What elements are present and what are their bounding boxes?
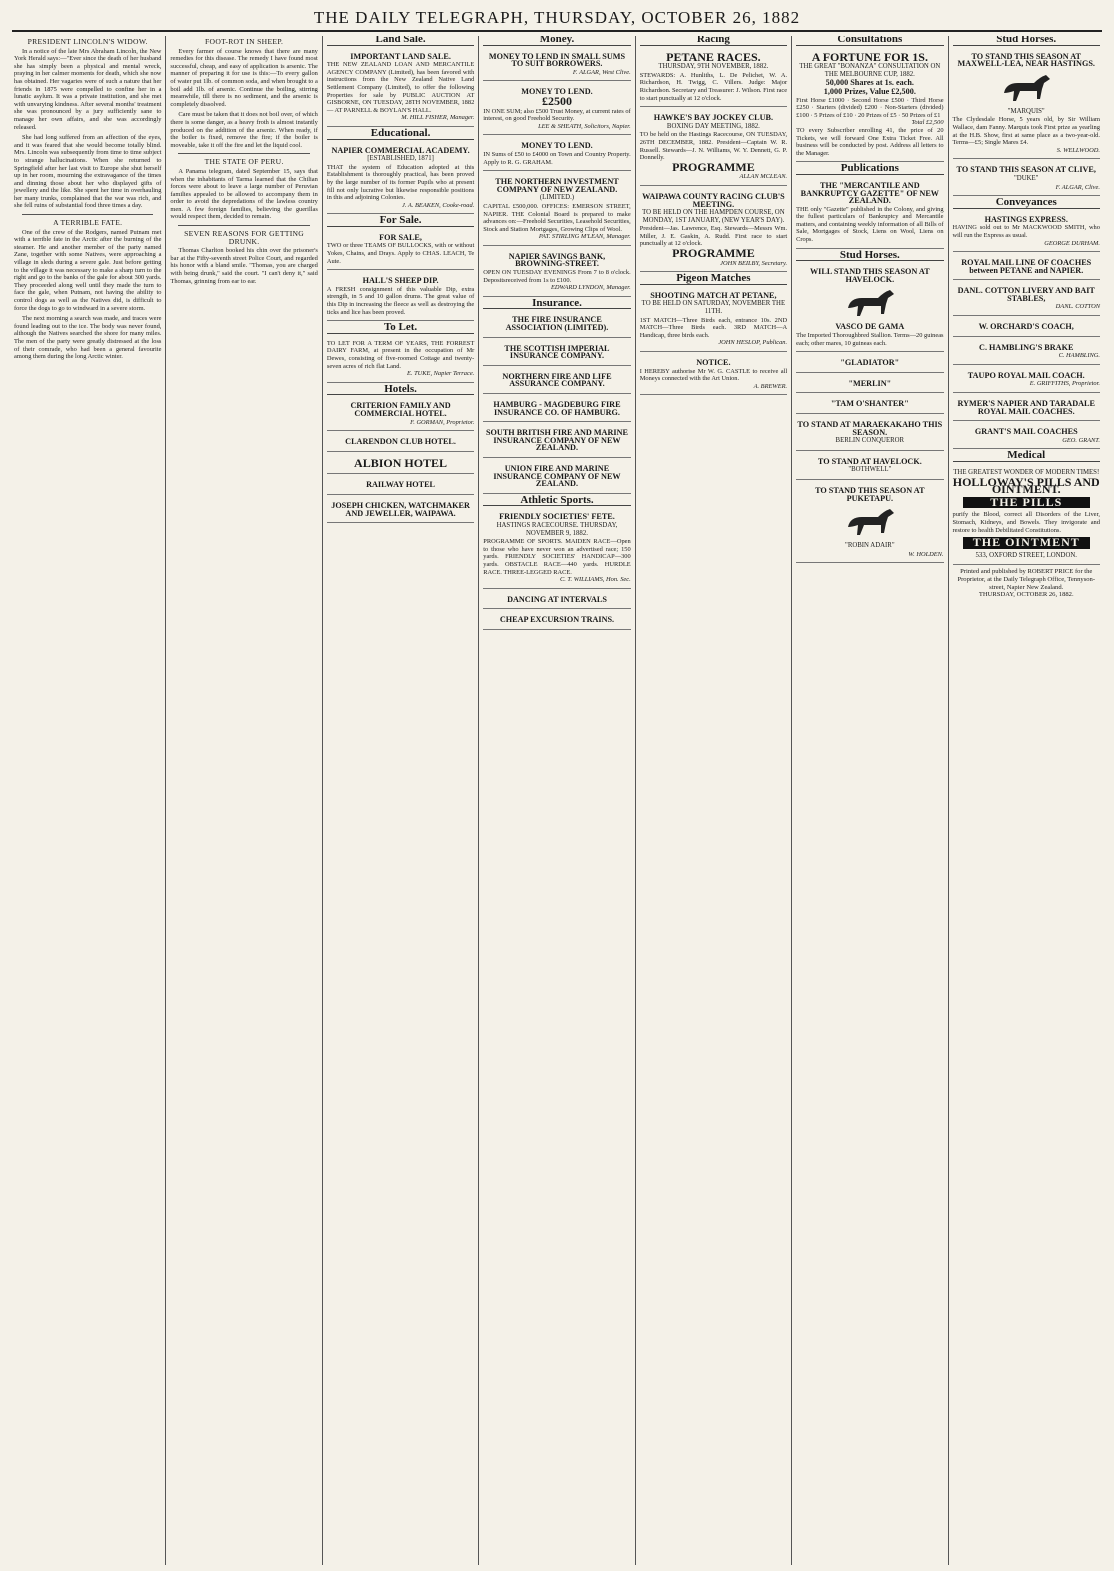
article-title-foot-rot: FOOT-ROT IN SHEEP. [205,37,284,46]
horse-illustration-icon [996,71,1056,105]
advert-title: THE "MERCANTILE AND BANKRUPTCY GAZETTE" OF NEW ZEALAND. [800,180,939,206]
advert-signature: PAT. STIRLING M'LEAN, Manager. [538,233,631,241]
advert-title: UNION FIRE AND MARINE INSURANCE COMPANY OF NEW ZEALAND. [493,463,621,489]
advert [953,424,1100,449]
advert-title: NAPIER SAVINGS BANK, BROWNING-STREET. [508,251,606,269]
advert [483,425,630,458]
advert-body: OPEN ON TUESDAY EVENINGS From 7 to 8 o'clock. Depositsreceived from 1s to £100. [483,269,631,284]
advert-signature: C. T. WILLIAMS, Hon. Sec. [559,576,631,584]
advert-title: TO STAND THIS SEASON AT MAXWELL-LEA, NEAR HASTINGS. [957,51,1095,69]
horse-name: "ROBIN ADAIR" [845,542,895,550]
advert [483,612,630,630]
advert-title: NOTICE. [696,358,731,367]
advert-title: FRIENDLY SOCIETIES' FETE. [499,512,615,522]
paragraph: Thomas Charlton booked his chin over the prisoner's bar at the Fifty-seventh street Police Court, and regarded his honor with a bland smile. "Thomas, you are charged with being drunk," said the court. "I can't deny it," said Thomas, grinning from ear to ear. [170,247,318,285]
advert [327,337,474,383]
advert-title: WAIPAWA COUNTY RACING CLUB'S MEETING. [642,191,785,209]
article-title-seven-reasons: SEVEN REASONS FOR GETTING DRUNK. [184,229,305,246]
pills-banner: THE PILLS [963,497,1090,509]
advert [796,178,943,249]
column-5 [636,36,792,1565]
advert-title: TO STAND THIS SEASON AT CLIVE, [956,165,1096,175]
advert [640,49,787,108]
advert-title: W. ORCHARD'S COACH, [978,322,1074,332]
advert-signature: S. WELLWOOD. [1056,146,1100,154]
article-lincoln [14,48,161,210]
article-seven-reasons [170,247,317,285]
advert [483,49,630,82]
advert [327,477,474,495]
advert [327,434,474,452]
advert-subtitle: TO BE HELD ON SATURDAY, NOVEMBER THE 11TH. [641,300,786,316]
advert-signature: J. A. BEAKEN, Cooke-road. [402,201,475,209]
advert-body: TO every Subscriber enrolling 41, the price of 20 Tickets, we will forward One Extra Ticket Free. All business will be conducted by post. Address all letters to the Manager. [796,126,944,157]
horse-name: VASCO DE GAMA [835,322,905,332]
advert [483,138,630,171]
advert-signature: F. GORMAN, Proprietor. [410,418,475,426]
paragraph: Every farmer of course knows that there are many remedies for this disease. The remedy I have found most successful, cheap, and easy of application is arsenic. The manner of preparing it for use is this:—To every gallon of water put 1lb. of common soda, and when brought to a boil add 1lb. of arsenic. Continue the boiling, stirring meanwhile, till there is no sediment, and the arsenic is completely dissolved. [170,47,318,108]
advert-title: MONEY TO LEND. [521,141,593,151]
section-heading: For Sale. [327,217,474,227]
article-title-lincoln: PRESIDENT LINCOLN'S WIDOW. [27,37,148,46]
advert [953,162,1100,196]
advert-body: IN ONE SUM; also £500 Trust Money, at current rates of interest, on good Freehold Security. [483,107,631,123]
section-heading: Stud Horses. [796,252,943,262]
advert-signature: ALLAN MCLEAN. [739,173,788,181]
advert [483,397,630,422]
advert-body: The Imported Thoroughbred Stallion. Terms—20 guineas each; other mares, 10 guineas each. [796,332,944,347]
paragraph: The next morning a search was made, and traces were found leading out to the ice. The body was never found, although the Natives searched the shore for many miles. The men of the party were greatly distressed at the loss of their comrade, who had been a general favourite among them during the long Arctic winter. [14,315,162,361]
section-heading: Hotels. [327,386,474,396]
advert [483,369,630,394]
advert [953,255,1100,280]
advert-title: SHOOTING MATCH AT PETANE, [650,290,777,300]
advert-title: RAILWAY HOTEL [366,480,436,490]
advert-prizes: 1,000 Prizes, Value £2,500. [823,86,916,96]
advert-body: TO LET FOR A TERM OF YEARS, THE FORREST DAIRY FARM, at present in the occupation of Mr Dewes, consisting of five-roomed Cottage and twenty-seven acres of rich flat Land. [326,339,475,370]
advert-title: "MERLIN" [848,378,892,388]
advert [327,230,474,270]
article-peru [170,168,317,221]
advert-body: PROGRAMME OF SPORTS. MAIDEN RACE—Open to those who have never won an advertised race; 150 yards. FRIENDLY SOCIETIES' HANDICAP—300 yards. OBSTACLE RACE—440 yards. HURDLE RACE. THREE-LEGGED RACE. [483,538,631,576]
advert-title: C. HAMBLING'S BRAKE [979,342,1074,352]
advert [640,110,787,186]
advert [640,189,787,272]
advert-subtitle: BOXING DAY MEETING, 1882. [666,122,760,130]
advert [953,396,1100,421]
advert-signature: EDWARD LYNDON, Manager. [551,284,631,292]
advert [483,312,630,337]
prize-total: Total £2,500 [911,119,944,127]
advert [953,212,1100,252]
advert-title: CRITERION FAMILY AND COMMERCIAL HOTEL. [350,401,451,418]
advert [796,454,943,480]
advert-title: IMPORTANT LAND SALE. [350,51,451,61]
advert [327,455,474,475]
advert [796,355,943,373]
horse-name: BERLIN CONQUEROR [835,437,905,445]
advert-signature: M. HILL FISHER, Manager. [401,114,475,122]
paragraph: In a notice of the late Mrs Abraham Lincoln, the New York Herald says:—"Ever since the death of her husband she has simply been a physical and mental wreck, praying in her calmer moments for death, which she now has obtained. Her vagaries were of such a nature that her friends in 1875 were compelled to confine her in a lunatic asylum. It was a private institution, and she met with unvarying kindness. After several months' treatment she was pronounced by a jury sufficiently sane to manage her own affairs, and she was accordingly released. [14,47,162,131]
advert-title: GRANT'S MAIL COACHES [974,427,1078,437]
advert-title: CHEAP EXCURSION TRAINS. [499,615,615,625]
imprint: Printed and published by ROBERT PRICE for the Proprietor, at the Daily Telegraph Office, Tennyson-street, Napier New Zealand. [957,568,1096,591]
advert-title: TO STAND AT MARAEKAKAHO THIS SEASON. [797,420,943,437]
advert-body: THE NEW ZEALAND LOAN AND MERCANTILE AGENCY COMPANY (Limited), has been favored with instructions from the New Zealand Native Land Settlement Company (Limited), to offer the following Properties for sale by PUBLIC AUCTION AT GISBORNE, ON TUESDAY, 28TH NOVEMBER, 1882— AT PARNELL & BOYLAN'S HALL. [326,61,475,114]
advert-title: ALBION HOTEL [354,455,448,470]
advert-title: "GLADIATOR" [840,358,900,368]
advert [483,249,630,297]
advert-title: HASTINGS EXPRESS. [984,214,1068,224]
advert [953,49,1100,160]
horse-illustration-icon [840,505,900,539]
advert [640,355,787,395]
advert [327,398,474,431]
advert [796,49,943,163]
advert-title: TO STAND THIS SEASON AT PUKETAPU. [815,485,925,503]
advert-signature: JOHN HESLOP, Publican. [718,339,788,347]
advert-subtitle: [ESTABLISHED, 1871] [367,155,434,163]
advert-signature: DANL. COTTON [1055,303,1100,311]
advert [640,288,787,352]
advert [953,368,1100,393]
column-7 [949,36,1104,1565]
divider [178,153,309,154]
masthead: THE DAILY TELEGRAPH, THURSDAY, OCTOBER 26, 1882 [12,8,1102,32]
imprint-date: THURSDAY, OCTOBER 26, 1882. [978,591,1074,599]
article-foot-rot [170,48,317,150]
advert [953,283,1100,316]
advert-title: HAMBURG - MAGDEBURG FIRE INSURANCE CO. OF HAMBURG. [493,400,621,417]
horse-name: "DUKE" [1014,174,1039,182]
advert [953,340,1100,365]
advert-signature: C. HAMBLING. [1058,352,1100,360]
advert-title: THE SCOTTISH IMPERIAL INSURANCE COMPANY. [504,343,610,361]
column-3 [323,36,479,1565]
advert-subtitle: THE GREATEST WONDER OF MODERN TIMES! [953,469,1100,476]
advert [796,483,943,563]
column-6 [792,36,948,1565]
advert-subtitle: (LIMITED.) [539,194,575,202]
advert-title: MONEY TO LEND IN SMALL SUMS TO SUIT BORROWERS. [488,51,626,69]
advert [953,465,1100,565]
article-title-peru: THE STATE OF PERU. [204,157,284,167]
prize-list: First Horse £1000 · Second Horse £500 · Third Horse £250 · Starters (divided) £200 · Non-Starters (divided) £100 · 5 Prizes of £10 · 20 Prizes of £5 · 50 Prizes of £1 [796,96,944,119]
column-2 [166,36,322,1565]
paragraph: One of the crew of the Rodgers, named Putnam met with a terrible fate in the Arctic after the burning of the steamer. He and another member of the party named Zane, together with some Natives, were approaching a village in sleds during a severe gale. Just before getting to the village it was necessary to make a sharp turn to the right and go to the banks of the gale for about 300 yards. They proceeded along well until they made the turn to face the gale, when Putnam, not having the ability to control dogs as well as the Natives did, is difficult to force the dogs to go to windward in a severe storm. [14,228,162,312]
advert-title: THE NORTHERN INVESTMENT COMPANY OF NEW ZEALAND. [495,177,619,194]
advert-title: DANL. COTTON LIVERY AND BAIT STABLES, [957,286,1095,303]
advert-signature: A. BREWER. [753,382,788,390]
section-heading: Stud Horses. [953,36,1100,46]
section-heading: Consultations [796,36,943,46]
advert-title: NAPIER COMMERCIAL ACADEMY. [331,145,470,155]
advert-subtitle: HASTINGS RACECOURSE. THURSDAY, NOVEMBER 9, 1882. [496,521,618,537]
advert-signature: F. ALGAR, Clive. [1055,183,1100,191]
advert-body: The Clydesdale Horse, 5 years old, by Sir William Wallace, dam Fanny. Marquis took First prize as yearling at the H.B. Show, first at same place as a two-year-old. Terms—£5; Single Mares £4. [952,116,1100,147]
section-heading: Insurance. [483,300,630,310]
divider [22,214,153,215]
advert-body: TWO or three TEAMS OF BULLOCKS, with or without Yokes, Chains, and Drays. Apply to CHAS. LEACH, Te Aute. [326,242,475,265]
advert-title: WILL STAND THIS SEASON AT HAVELOCK. [809,267,930,284]
advert-title: NORTHERN FIRE AND LIFE ASSURANCE COMPANY. [502,371,612,389]
advert-title: HAWKE'S BAY JOCKEY CLUB. [653,113,773,123]
advert-body: THAT the system of Education adopted at this Establishment is thoroughly practical, has been proved by the large number of its former Pupils who at present fill not only lucrative but likewise responsible positions in this and adjoining Colonies. [326,163,475,202]
advert-title: SOUTH BRITISH FIRE AND MARINE INSURANCE COMPANY OF NEW ZEALAND. [486,428,628,453]
advert-body: IN Sums of £50 to £4000 on Town and Country Property. Apply to R. G. GRAHAM. [483,150,631,166]
advert [483,461,630,494]
section-heading: Pigeon Matches [640,275,787,285]
advert-title: THE FIRE INSURANCE ASSOCIATION (LIMITED). [505,315,609,333]
advert-body: A FRESH consignment of this valuable Dip, extra strength, in 5 and 10 gallon drums. The great value of this Dip in increasing the fleece as well as destroying the ticks and lice has been proved. [326,285,475,316]
advert-body: CAPITAL £500,000. OFFICES: EMERSON STREET, NAPIER. THE Colonial Board is prepared to make advances on:—Freehold Securities, Leasehold Securities, Stock and Station Mortgages, Growing Clips of Wool. [483,202,631,233]
advert [483,174,630,246]
advert [483,84,630,135]
paragraph: Care must be taken that it does not boil over, of which there is some danger, as a heavy froth is almost instantly produced on the addition of the arsenic. When ready, if the boiler is fixed, remove the fire; if the boiler is moveable, take it off the fire and let the liquid cool. [170,111,318,149]
advert [796,396,943,414]
advert-subtitle: THE GREAT "BONANZA" CONSULTATION ON THE MELBOURNE CUP, 1882. [799,63,941,78]
advert [796,417,943,451]
advert-title: HOLLOWAY'S PILLS AND OINTMENT. [952,474,1100,497]
advert-title: FOR SALE, [379,232,422,242]
advert-signature: GEORGE DURHAM. [1044,239,1100,247]
advert-title: TAUPO ROYAL MAIL COACH. [967,370,1085,380]
advert-body: THE only "Gazette" published in the Colony, and giving the fullest particulars of Bankruptcy and Mercantile matters, and containing weekly information of all Bills of Sale, Mortgages of Stock, Liens on Wool, Liens on Crops. [796,205,944,244]
advert-title: A FORTUNE FOR 1S. [811,49,928,64]
paragraph: A Panama telegram, dated September 15, says that when the inhabitants of Tarma learned that the Chilian forces were about to leave a large number of Peruvian families appealed to be allowed to accompany them in order to avoid the depredations of the lawless country men. A few foreign families, believing the guerillas would respect them, decided to remain. [170,167,318,221]
advert-body: I HEREBY authorise Mr W. G. CASTLE to receive all Moneys connected with the Art Union. [639,367,788,383]
section-heading: To Let. [327,324,474,334]
programme-heading: PROGRAMME [672,246,755,261]
section-heading: Educational. [327,130,474,140]
section-heading: Racing [640,36,787,46]
advert [327,273,474,321]
column-4 [479,36,635,1565]
advert-title: JOSEPH CHICKEN, WATCHMAKER AND JEWELLER, WAIPAWA. [331,500,470,518]
advert-amount: £2500 [541,93,572,108]
advert-signature: LEE & SHEATH, Solicitors, Napier. [538,122,631,130]
advert-title: CLARENDON CLUB HOTEL. [345,437,456,447]
advert [796,376,943,394]
section-heading: Conveyances [953,199,1100,209]
column-1 [10,36,166,1565]
advert-body: President—Jas. Lawrence, Esq. Stewards—Messrs Wm. Miller, J. E. Gaskin, A. Rudd. First race to start punctually at 12 o'clock. [639,225,788,248]
advert-subtitle: TO BE HELD ON THE HAMPDEN COURSE, ON MONDAY, 1ST JANUARY, (NEW YEAR'S DAY). [642,209,785,224]
advert [327,49,474,127]
horse-name: "MARQUIS" [1007,107,1045,115]
advert-signature: F. ALGAR, West Clive. [572,68,631,76]
advert-subtitle: THURSDAY, 9TH NOVEMBER, 1882. [658,63,769,71]
advert-signature: W. HOLDEN. [908,550,944,558]
advert-body: STEWARDS: A. Hunliths, L. De Pelichet, W. A. Richardson, H. Twigg, C. Villers. Judge: Major Richardson. Secretary and Treasurer: J. Wilson. First race to start punctually at 12 o'clock. [639,71,788,102]
advert [483,509,630,588]
advert [327,498,474,523]
advert-title: DANCING AT INTERVALS [507,594,607,604]
advert-title: "TAM O'SHANTER" [830,399,909,409]
advert-signature: E. GRIFFITHS, Proprietor. [1029,380,1100,388]
advert-shares: 50,000 Shares at 1s. each. [825,78,914,88]
advert-body: purify the Blood, correct all Disorders of the Liver, Stomach, Kidneys, and Bowels. They invigorate and restore to health Debilitated Constitutions. [952,511,1100,534]
section-heading: Publications [796,165,943,175]
article-terrible-fate [14,229,161,361]
advert-title: TO STAND AT HAVELOCK. [817,456,922,466]
advert-title: HALL'S SHEEP DIP. [362,276,439,286]
columns [10,36,1104,1565]
advert-body: HAVING sold out to Mr MACKWOOD SMITH, who will run the Express as usual. [952,224,1100,239]
divider [178,225,309,226]
horse-name: "BOTHWELL" [848,466,892,474]
advert-title: ROYAL MAIL LINE OF COACHES between PETANE and NAPIER. [961,258,1092,275]
programme-heading: PROGRAMME [672,159,755,174]
advert [953,319,1100,337]
advert [483,592,630,610]
section-heading: Land Sale. [327,36,474,46]
advert-body: TO be held on the Hastings Racecourse, ON TUESDAY, 26TH DECEMBER, 1882. President—Captain W. R. Russell. Stewards—J. N. Williams, W. Y. Dennett, G. P. Donnelly. [639,131,788,162]
section-heading: Athletic Sports. [483,497,630,507]
advert [327,143,474,215]
advert-signature: E. TUKE, Napier Terrace. [407,370,475,378]
advert-body: 1ST MATCH—Three Birds each, entrance 10s. 2ND MATCH—Three Birds each. 3RD MATCH—A Handicap, three birds each. [639,316,788,339]
advert-title: MONEY TO LEND. [521,87,593,97]
advert-signature: GEO. GRANT. [1062,436,1100,444]
section-heading: Money. [483,36,630,46]
horse-illustration-icon [840,286,900,320]
advert-title: RYMER'S NAPIER AND TARADALE ROYAL MAIL COACHES. [957,399,1095,416]
section-heading: Medical [953,452,1100,462]
advert-address: 533, OXFORD STREET, LONDON. [975,551,1077,559]
paragraph: She had long suffered from an affection of the eyes, and it was feared that she would become totally blind. Mrs. Lincoln was subsequently from time to time subject to strange hallucinations. When she returned to Springfield after her last visit to Europe she shut herself up in her room, mourning the extravagance of the times and dinning those about her who displayed gifts of jewellery and the like. She spent her time in overhauling her many trunks, complained that the war was rich, and she fell ruins of substantial food three times a day. [14,134,162,210]
advert [796,264,943,352]
ointment-banner: THE OINTMENT [963,537,1090,549]
advert-title: PETANE RACES. [666,49,761,64]
advert [483,341,630,366]
article-title-terrible-fate: A TERRIBLE FATE. [53,218,123,228]
advert-signature: JOHN BEILBY, Secretary. [720,259,788,267]
